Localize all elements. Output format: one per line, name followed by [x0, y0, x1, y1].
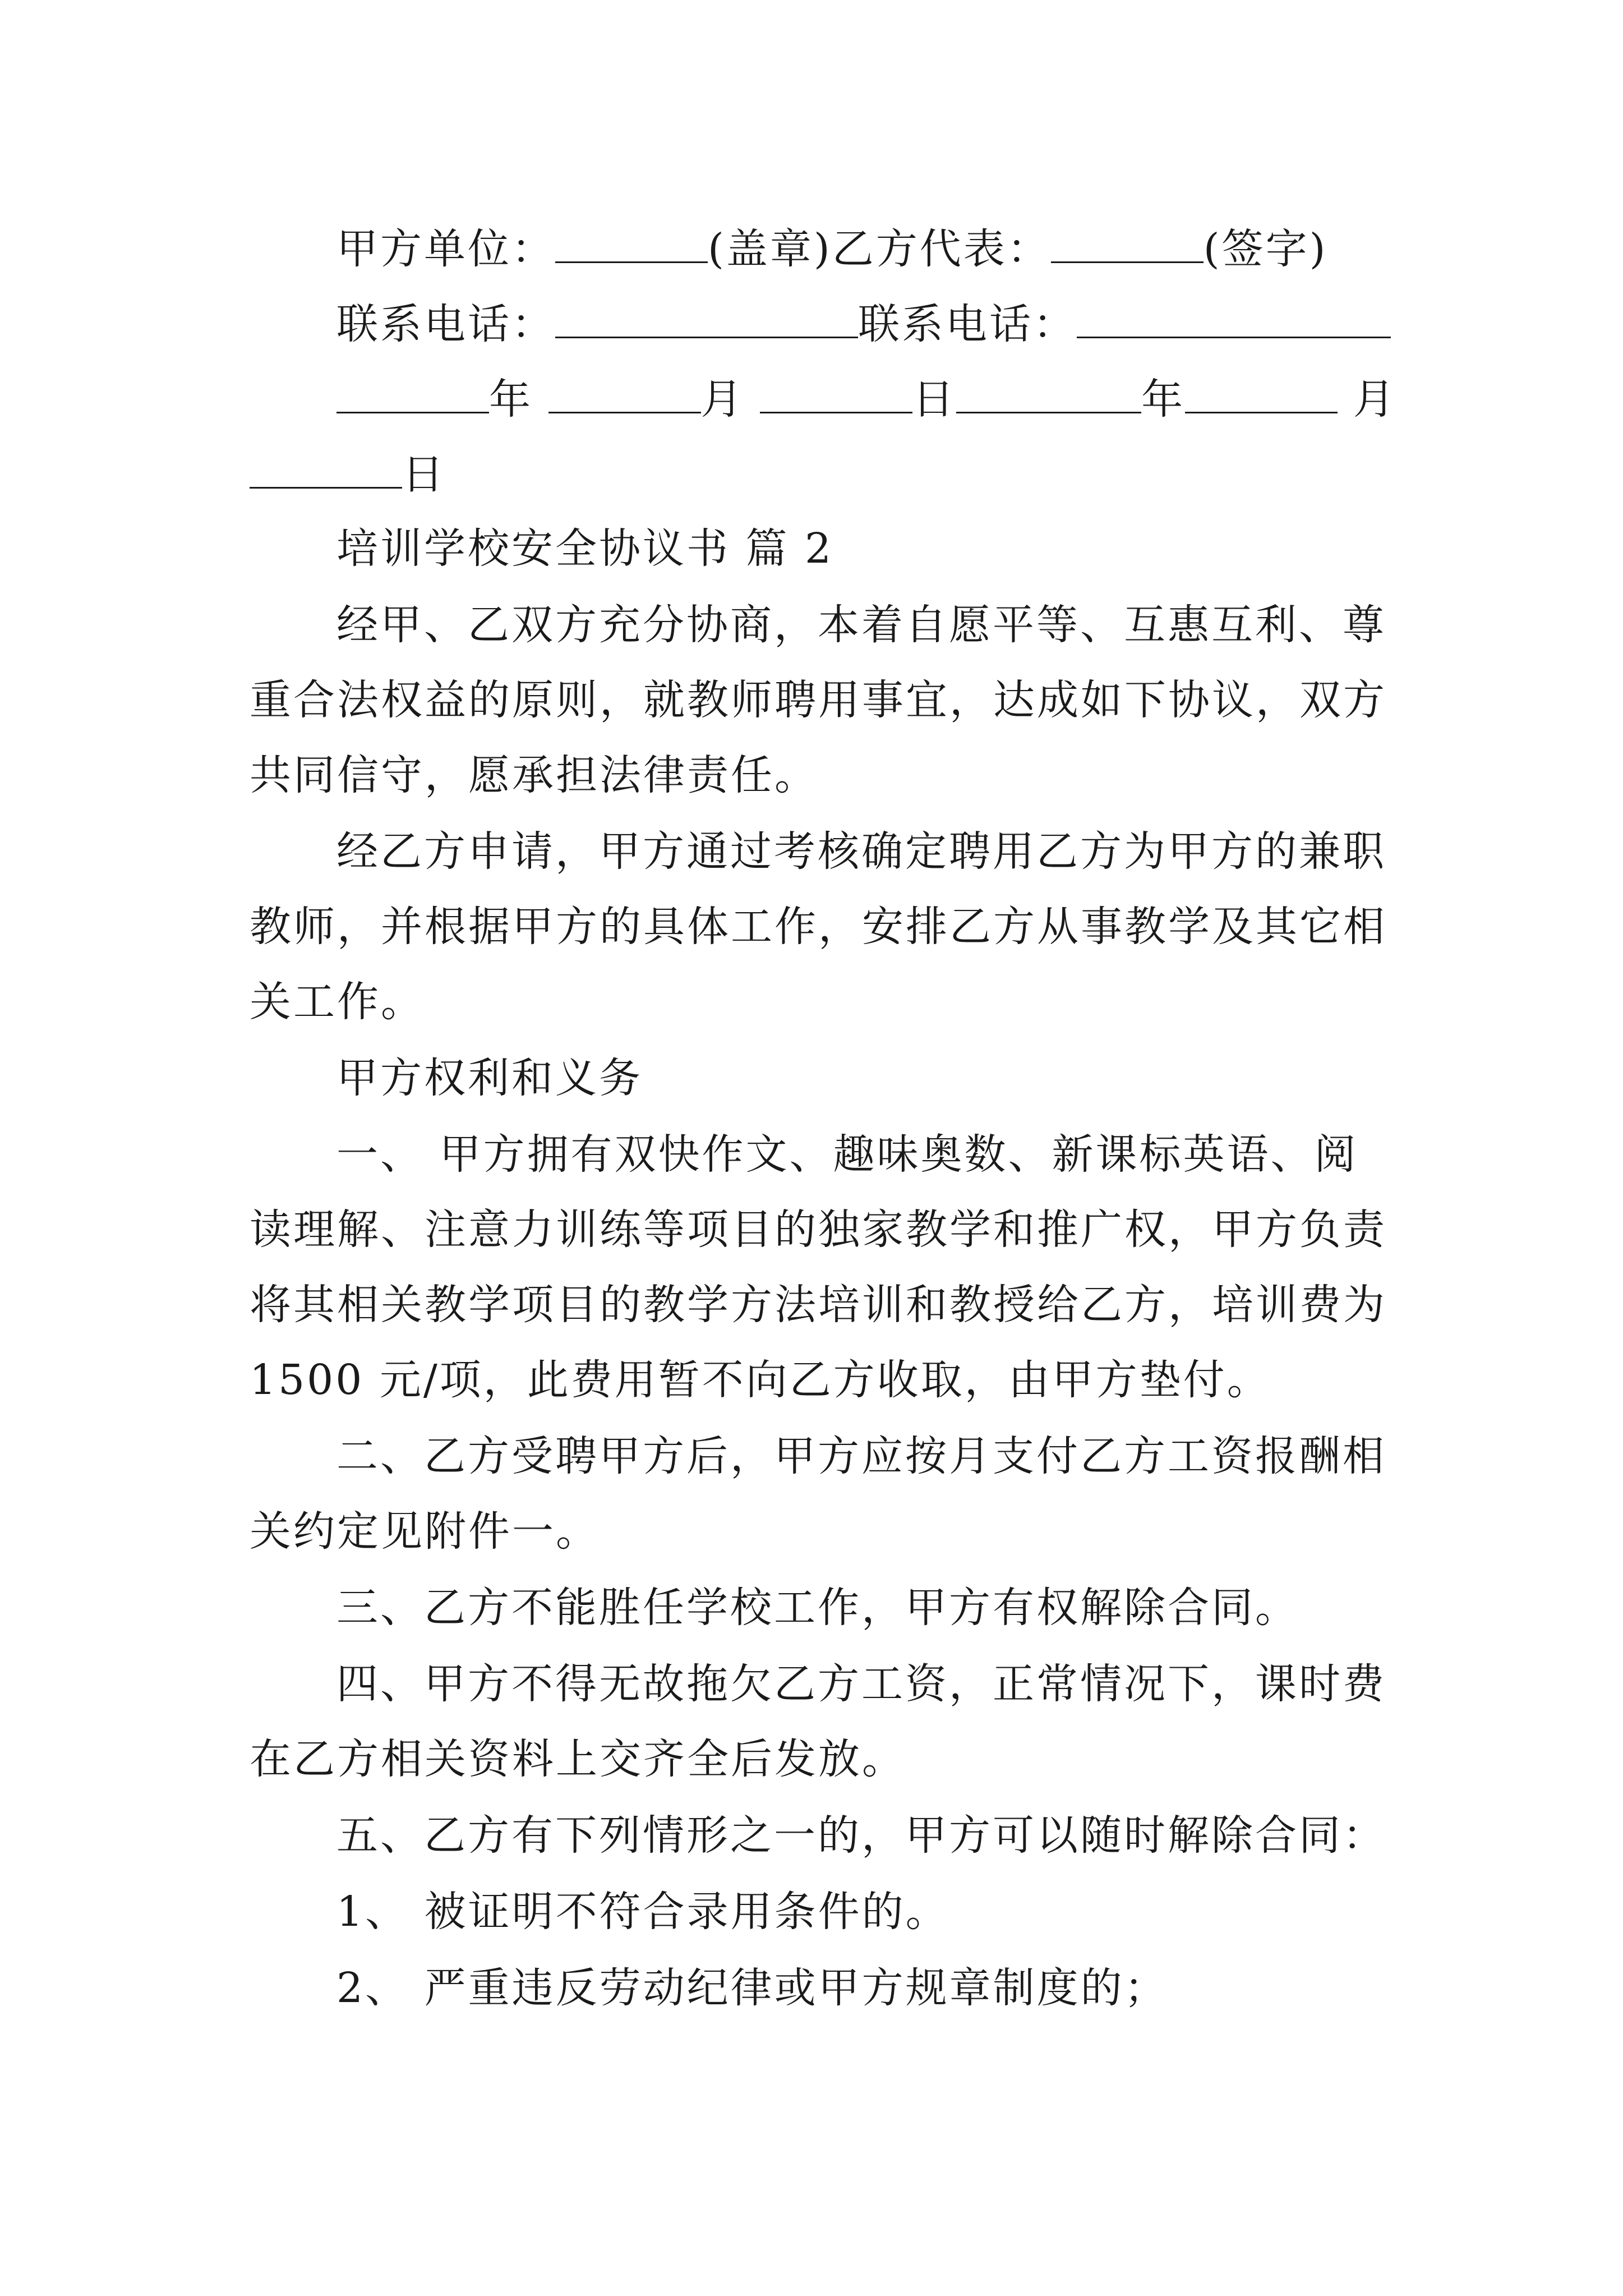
paragraph-line: 一、 甲方拥有双快作文、趣味奥数、新课标英语、阅 [336, 1130, 1358, 1179]
signature-line-1 [336, 220, 1328, 277]
sign-label: (签字) [1203, 225, 1328, 273]
date-b-day-blank [250, 445, 402, 489]
party-a-unit-blank [555, 220, 708, 263]
date-b-year-blank [956, 370, 1141, 413]
signature-line-2 [336, 295, 1391, 352]
paragraph-line: 1500 元/项，此费用暂不向乙方收取，由甲方垫付。 [250, 1356, 1271, 1404]
phone-b-label: 联系电话： [858, 300, 1077, 348]
signature-line-4 [250, 445, 446, 503]
party-b-rep-blank [1051, 220, 1204, 263]
date-b-month-blank [1185, 370, 1338, 413]
year-label-2: 年 [1141, 375, 1186, 424]
paragraph-line: 三、乙方不能胜任学校工作，甲方有权解除合同。 [336, 1584, 1299, 1632]
signature-line-3 [336, 370, 1397, 427]
paragraph-line: 共同信守，愿承担法律责任。 [250, 751, 818, 799]
year-label: 年 [489, 375, 533, 424]
sub-item: 2、 严重违反劳动纪律或甲方规章制度的； [336, 1964, 1168, 2012]
phone-a-blank [555, 295, 858, 338]
date-a-month-blank [548, 370, 701, 413]
section-title: 培训学校安全协议书 篇 2 [336, 524, 834, 573]
paragraph-line: 关工作。 [250, 978, 425, 1026]
seal-label: (盖章) [708, 225, 832, 273]
paragraph-line: 经甲、乙双方充分协商，本着自愿平等、互惠互利、尊 [336, 601, 1386, 649]
party-b-rep-label: 乙方代表： [832, 225, 1051, 273]
paragraph-line: 将其相关教学项目的教学方法培训和教授给乙方，培训费为 [250, 1281, 1387, 1329]
paragraph-line: 四、甲方不得无故拖欠乙方工资，正常情况下，课时费 [336, 1660, 1386, 1708]
month-label-2: 月 [1353, 375, 1397, 424]
paragraph-line: 在乙方相关资料上交齐全后发放。 [250, 1735, 906, 1783]
paragraph-line: 教师，并根据甲方的具体工作，安排乙方从事教学及其它相 [250, 903, 1387, 951]
day-label: 日 [912, 375, 957, 424]
paragraph-line: 关约定见附件一。 [250, 1507, 600, 1556]
paragraph-line: 五、乙方有下列情形之一的，甲方可以随时解除合同： [336, 1811, 1386, 1860]
date-a-year-blank [336, 370, 489, 413]
paragraph-line: 经乙方申请，甲方通过考核确定聘用乙方为甲方的兼职 [336, 827, 1386, 876]
sub-item: 1、 被证明不符合录用条件的。 [336, 1888, 949, 1936]
party-a-unit-label: 甲方单位： [336, 225, 555, 273]
month-label: 月 [700, 375, 745, 424]
paragraph-line: 读理解、注意力训练等项目的独家教学和推广权，甲方负责 [250, 1205, 1387, 1254]
day-label-2: 日 [402, 450, 446, 499]
phone-a-label: 联系电话： [336, 300, 555, 348]
phone-b-blank [1077, 295, 1391, 338]
rights-heading: 甲方权利和义务 [336, 1054, 643, 1102]
paragraph-line: 重合法权益的原则，就教师聘用事宜，达成如下协议，双方 [250, 676, 1387, 724]
paragraph-line: 二、乙方受聘甲方后，甲方应按月支付乙方工资报酬相 [336, 1432, 1386, 1480]
date-a-day-blank [760, 370, 912, 413]
